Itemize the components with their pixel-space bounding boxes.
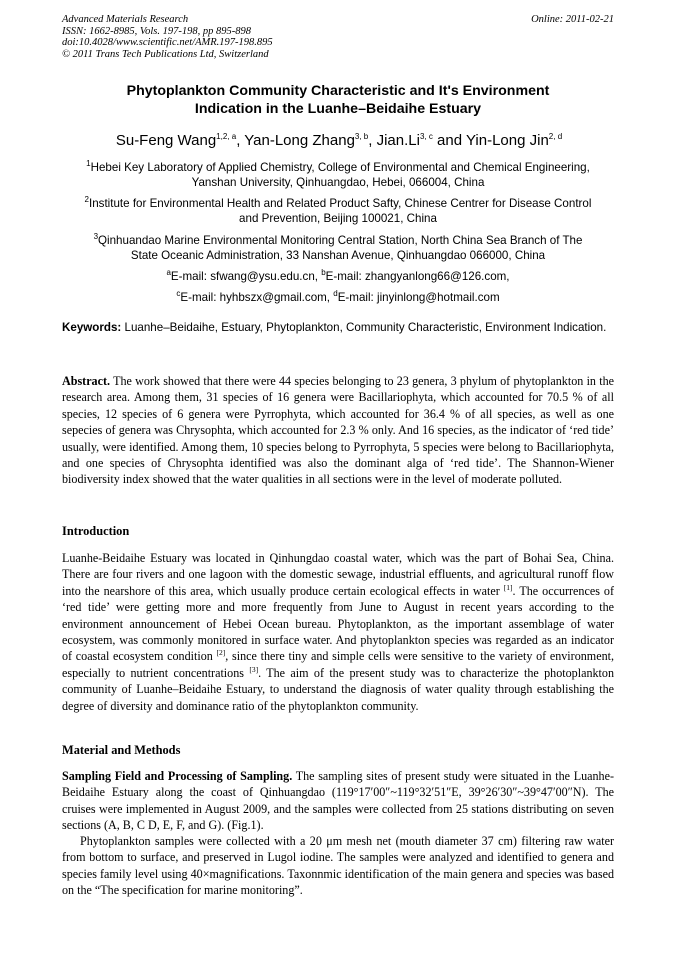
email-b: E-mail: zhangyanlong66@126.com, xyxy=(325,269,510,283)
doi-line: doi:10.4028/www.scientific.net/AMR.197-198.895 xyxy=(62,37,273,48)
title-line-2: Indication in the Luanhe–Beidaihe Estuary xyxy=(194,101,482,117)
online-date: Online: 2011-02-21 xyxy=(531,14,614,25)
methods-text: The sampling sites of present study were situated in the Luanhe-Beidaihe Estuary along the coast of Qinhuangdao (119°17′00″~119°32′51″E, 39°26′30″~39°47′00″N). The cruises were implemented in August 2009, and the samples were collected from 25 stations distributing on seven sections (A, B, C D, E, F, and G). (Fig.1). xyxy=(62,769,614,833)
affiliation-sup: 3 xyxy=(93,232,99,241)
paper-title xyxy=(62,82,614,118)
methods-heading: Material and Methods xyxy=(62,743,181,757)
methods-paragraph-1 xyxy=(62,768,614,834)
email-line-1 xyxy=(62,265,614,284)
citation: [1] xyxy=(503,582,513,592)
author-sup: 3, c xyxy=(419,132,433,141)
introduction-paragraph xyxy=(62,550,614,714)
affiliation-line: State Oceanic Administration, 33 Nanshan Avenue, Qinhuangdao 066000, China xyxy=(130,249,546,263)
email-c: E-mail: hyhbszx@gmail.com, xyxy=(180,290,334,304)
journal-header xyxy=(62,14,614,60)
affiliation-3 xyxy=(62,229,614,264)
intro-text: Luanhe-Beidaihe Estuary was located in Qinhungdao coastal water, which was the part of Bohai Sea, China. There are four rivers and one lagoon with the domestic sewage, industrial effluents, and agricultural runoff flow into the nearshore of this area, which usually produce certain ecological effects in water xyxy=(62,551,614,598)
author-sup: 2, d xyxy=(548,132,563,141)
author-separator: , xyxy=(368,132,377,149)
intro-text: , since there tiny and simple cells were sensitive to the variety of environment, especially to nutrient concentrations xyxy=(62,649,614,680)
email-sup: c xyxy=(176,289,181,298)
methods-paragraph-2: Phytoplankton samples were collected with a 20 μm mesh net (mouth diameter 37 cm) filtering raw water from bottom to surface, and preserved in Lugol iodine. The samples were analyzed and identified to genera and species family level using 40×magnifications. Taxonnmic identification of the main genera and species was based on the “The specification for marine monitoring”. xyxy=(62,834,614,898)
affiliation-line: Institute for Environmental Health and Related Product Safty, Chinese Centrer for Disease Control xyxy=(89,196,592,210)
author-separator: , xyxy=(236,132,245,149)
citation: [3] xyxy=(249,664,259,674)
citation: [2] xyxy=(216,648,226,658)
keywords xyxy=(62,320,614,336)
author-sup: 1,2, a xyxy=(216,132,237,141)
affiliation-2 xyxy=(62,192,614,227)
intro-text: . The occurrences of ‘red tide’ were getting more and more frequently from June to August in recent years according to the environment announcement of Hebei Ocean bureau. Phytoplankton, as the important assemblage of water ecosystem, was commonly monitored in surface water. And phytoplankton species was regarded as an indicator of coastal ecosystem condition xyxy=(62,583,614,664)
author-sup: 3, b xyxy=(354,132,369,141)
email-sup: d xyxy=(333,289,338,298)
email-sup: a xyxy=(166,268,171,277)
email-line-2 xyxy=(62,286,614,305)
affiliation-line: Qinhuandao Marine Environmental Monitoring Central Station, North China Sea Branch of The xyxy=(98,233,583,247)
copyright-line: © 2011 Trans Tech Publications Ltd, Switzerland xyxy=(62,48,269,60)
affiliation-line: Hebei Key Laboratory of Applied Chemistry, College of Environmental and Chemical Engineering, xyxy=(90,160,590,174)
introduction-heading: Introduction xyxy=(62,524,130,538)
author-name: Jian.Li xyxy=(376,132,420,149)
affiliation-line: and Prevention, Beijing 100021, China xyxy=(239,212,437,226)
email-a: E-mail: sfwang@ysu.edu.cn, xyxy=(170,269,322,283)
email-sup: b xyxy=(321,268,326,277)
affiliation-1 xyxy=(62,156,614,191)
intro-text: . The aim of the present study was to characterize the photoplankton community of Luanhe–Beidaihe Estuary, to understand the diagnosis of water quality through establishing the degree of diversity and dominance ratio of the phytoplankton community. xyxy=(62,665,614,713)
keywords-text: Luanhe–Beidaihe, Estuary, Phytoplankton, Community Characteristic, Environment Indication. xyxy=(121,321,607,334)
author-name: Su-Feng Wang xyxy=(115,132,217,149)
author-name: Yan-Long Zhang xyxy=(244,132,355,149)
affiliation-line: Yanshan University, Qinhuangdao, Hebei, 066004, China xyxy=(191,176,485,190)
author-list xyxy=(40,128,638,150)
affiliation-sup: 2 xyxy=(84,195,89,204)
methods-subheading: Sampling Field and Processing of Sampling. xyxy=(62,769,293,783)
journal-name: Advanced Materials Research xyxy=(62,14,189,25)
title-line-1: Phytoplankton Community Characteristic and It's Environment xyxy=(126,83,550,99)
affiliation-sup: 1 xyxy=(86,159,91,168)
keywords-label: Keywords: xyxy=(62,321,122,334)
abstract-text: The work showed that there were 44 species belonging to 23 genera, 3 phylum of phytoplankton in the research area. Among them, 31 species of 16 genera were Bacillariophyta, which accounted for 70.5 % of all species, 12 species of 6 genera were Pyrrophyta, which accounted for 36.4 % of all species, as well as one sepecies of genera was Chrysophta, which accounted for 2.3 % only. And 16 species, as the indicator of ‘red tide’ usually, were identified. Among them, 10 species belong to Pyrrophyta, 5 species were belong to Bacillariophyta, and one species of Chrysophta identified was also the dominant alga of ‘red tide’. The Shannon-Wiener biodiversity index showed that the water qualities in all sections were in the level of moderate polluted. xyxy=(62,374,614,487)
author-separator: and xyxy=(432,132,466,149)
abstract-label: Abstract. xyxy=(62,374,111,388)
author-name: Yin-Long Jin xyxy=(465,132,549,149)
email-d: E-mail: jinyinlong@hotmail.com xyxy=(337,290,500,304)
issn-line: ISSN: 1662-8985, Vols. 197-198, pp 895-898 xyxy=(62,25,251,37)
abstract xyxy=(62,373,614,488)
